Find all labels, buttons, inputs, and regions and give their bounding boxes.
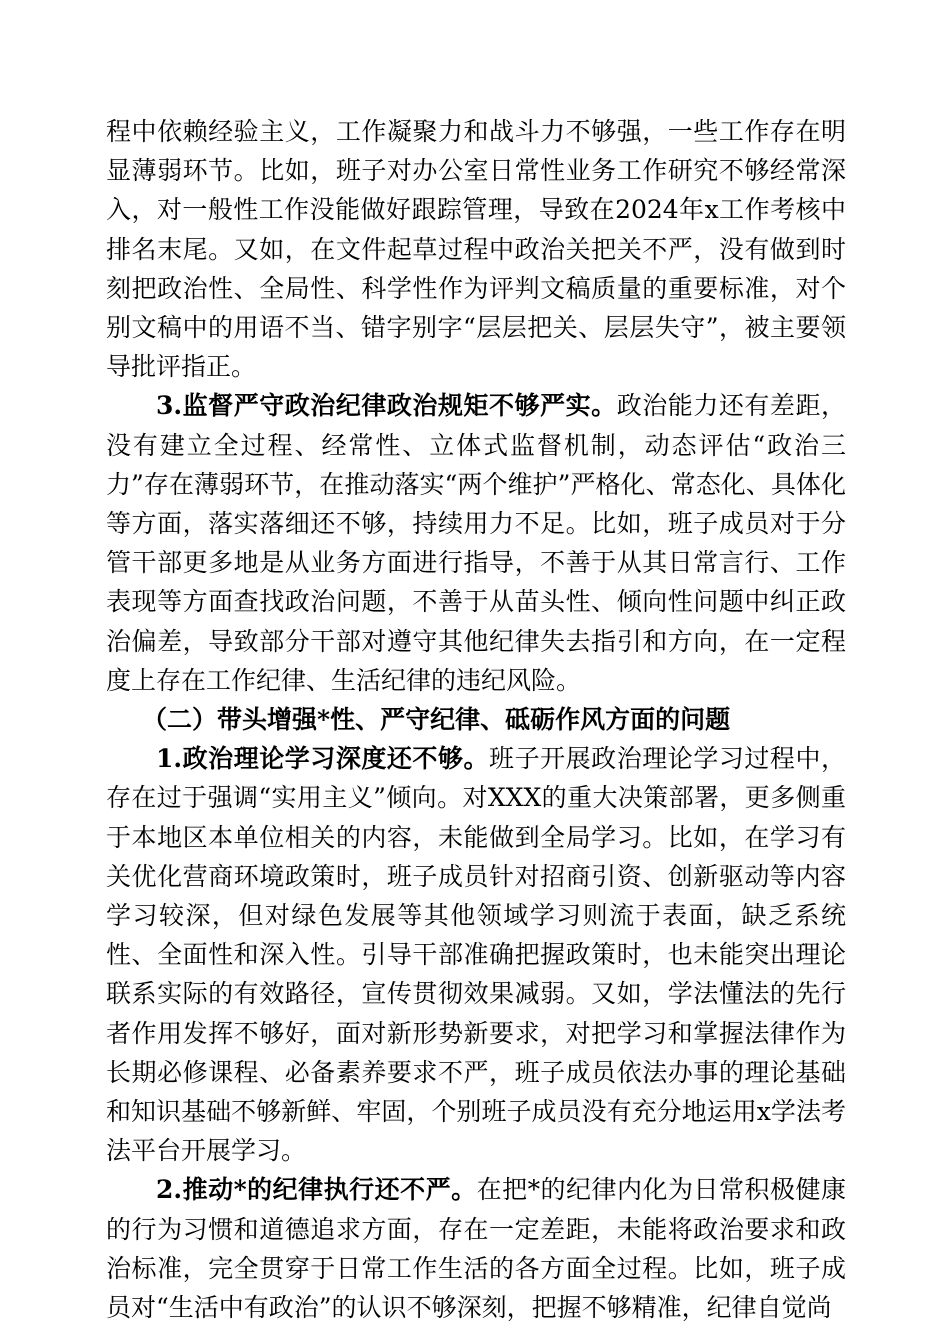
paragraph-item-2 — [106, 1170, 846, 1327]
paragraph-text: 政治能力还有差距，没有建立全过程、经常性、立体式监督机制，动态评估“政治三力”存在薄弱环节，在推动落实“两个维护”严格化、常态化、具体化等方面，落实落细还不够，持续用力不足。比如，班子成员对于分管干部更多地是从业务方面进行指导，不善于从其日常言行、工作表现等方面查找政治问题，不善于从苗头性、倾向性问题中纠正政治偏差，导致部分干部对遵守其他纪律失去指引和方向，在一定程度上存在工作纪律、生活纪律的违纪风险。 — [106, 391, 846, 695]
paragraph-item-1 — [106, 739, 846, 1170]
paragraph-text: 班子开展政治理论学习过程中，存在过于强调“实用主义”倾向。对XXX的重大决策部署，更多侧重于本地区本单位相关的内容，未能做到全局学习。比如，在学习有关优化营商环境政策时，班子成员针对招商引资、创新驱动等内容学习较深，但对绿色发展等其他领域学习则流于表面，缺乏系统性、全面性和深入性。引导干部准确把握政策时，也未能突出理论联系实际的有效路径，宣传贯彻效果减弱。又如，学法懂法的先行者作用发挥不够好，面对新形势新要求，对把学习和掌握法律作为长期必修课程、必备素养要求不严，班子成员依法办事的理论基础和知识基础不够新鲜、牢固，个别班子成员没有充分地运用x学法考法平台开展学习。 — [106, 744, 846, 1166]
document-page — [106, 112, 846, 1327]
section-heading: （二）带头增强*性、严守纪律、砥砺作风方面的问题 — [142, 705, 731, 735]
paragraph-item-3 — [106, 386, 846, 700]
paragraph-text: 在把*的纪律内化为日常积极健康的行为习惯和道德追求方面，存在一定差距，未能将政治要求和政治标准，完全贯穿于日常工作生活的各方面全过程。比如，班子成员对“生活中有政治”的认识不够深刻，把握不够精准，纪律自觉尚 — [106, 1175, 846, 1323]
paragraph-continued — [106, 112, 846, 386]
paragraph-lead: 2.推动*的纪律执行还不严。 — [156, 1175, 477, 1205]
paragraph-lead: 1.政治理论学习深度还不够。 — [156, 744, 490, 774]
paragraph-text: 程中依赖经验主义，工作凝聚力和战斗力不够强，一些工作存在明显薄弱环节。比如，班子对办公室日常性业务工作研究不够经常深入，对一般性工作没能做好跟踪管理，导致在2024年x工作考核中排名末尾。又如，在文件起草过程中政治关把关不严，没有做到时刻把政治性、全局性、科学性作为评判文稿质量的重要标准，对个别文稿中的用语不当、错字别字“层层把关、层层失守”，被主要领导批评指正。 — [106, 117, 846, 382]
paragraph-lead: 3.监督严守政治纪律政治规矩不够严实。 — [156, 391, 617, 421]
